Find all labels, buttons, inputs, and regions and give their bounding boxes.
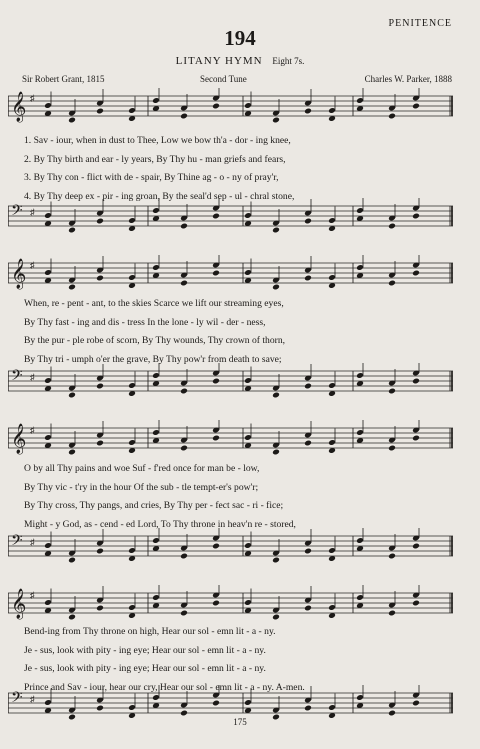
bass-clef-icon: 𝄢 [11,202,23,223]
note-head-icon [96,605,104,612]
note-head-icon [412,543,420,550]
treble-staff [8,420,453,460]
note-head-icon [272,392,280,399]
lyrics-block [24,460,444,534]
note-head-icon [272,614,280,621]
sharp-icon: ♯ [30,590,35,600]
bass-staff-lines [8,363,453,403]
treble-staff [8,88,453,128]
note-head-icon [412,103,420,110]
treble-staff-lines [8,88,453,128]
note-head-icon [388,113,396,120]
treble-clef-icon: 𝄞 [11,589,27,619]
note-head-icon [68,614,76,621]
lyric-line: By Thy tri - umph o'er the grave, By Thy pow'r from death to save; [24,353,282,365]
lyric-line: 2. By Thy birth and ear - ly years, By Thy hu - man griefs and fears, [24,153,286,165]
note-head-icon [304,548,312,555]
note-head-icon [68,557,76,564]
note-head-icon [180,445,188,452]
lyric-line: O by all Thy pains and woe Suf - f'red once for man be - low, [24,463,260,474]
note-head-icon [96,275,104,282]
note-head-icon [212,213,220,220]
note-head-icon [212,378,220,385]
note-head-icon [412,435,420,442]
note-head-icon [212,103,220,110]
note-head-icon [412,378,420,385]
treble-staff-lines [8,255,453,295]
sharp-icon: ♯ [30,207,35,217]
hymn-number: 194 [224,26,256,50]
treble-staff-lines [8,420,453,460]
note-head-icon [272,557,280,564]
note-head-icon [412,270,420,277]
note-head-icon [96,440,104,447]
note-head-icon [272,117,280,124]
section-heading: PENITENCE [388,18,452,29]
bass-staff [8,363,453,403]
note-head-icon [304,383,312,390]
hymn-title-line [0,55,480,67]
lyric-line: Prince and Sav - iour, hear our cry, Hear our sol - emn lit - a - ny. A-men. [24,681,305,693]
sharp-icon: ♯ [30,425,35,435]
lyric-line: By the pur - ple robe of scorn, By Thy wounds, Thy crown of thorn, [24,335,286,346]
composer-credit: Charles W. Parker, 1888 [364,74,452,84]
lyric-line: Bend-ing from Thy throne on high, Hear our sol - emn lit - a - ny. [24,626,276,637]
lyric-line: When, re - pent - ant, to the skies Scarce we lift our streaming eyes, [24,298,284,309]
lyric-line: 1. Sav - iour, when in dust to Thee, Low we bow th'a - dor - ing knee, [24,135,291,146]
note-head-icon [180,553,188,560]
note-head-icon [412,700,420,707]
note-head-icon [212,270,220,277]
lyric-line: By Thy vic - t'ry in the hour Of the sub - tle tempt-er's pow'r; [24,481,259,493]
note-head-icon [272,449,280,456]
note-head-icon [68,392,76,399]
note-head-icon [180,710,188,717]
note-head-icon [304,605,312,612]
note-head-icon [212,700,220,707]
note-head-icon [272,227,280,234]
note-head-icon [388,280,396,287]
note-head-icon [180,113,188,120]
treble-staff-lines [8,585,453,625]
note-head-icon [304,705,312,712]
sharp-icon: ♯ [30,694,35,704]
note-head-icon [388,223,396,230]
bass-clef-icon: 𝄢 [11,367,23,388]
bass-clef-icon: 𝄢 [11,532,23,553]
lyric-line: By Thy cross, Thy pangs, and cries, By Thy per - fect sac - ri - fice; [24,500,284,511]
note-head-icon [388,388,396,395]
note-head-icon [180,388,188,395]
lyrics-block [24,295,444,369]
note-head-icon [388,610,396,617]
treble-clef-icon: 𝄞 [11,259,27,289]
note-head-icon [96,548,104,555]
hymn-title: LITANY HYMN [175,55,263,67]
lyric-line: 4. By Thy deep ex - pir - ing groan, By the seal'd sep - ul - chral stone, [24,190,295,202]
note-head-icon [180,223,188,230]
bass-staff-lines [8,528,453,568]
lyric-line: 3. By Thy con - flict with de - spair, By Thine ag - o - ny of pray'r, [24,172,279,183]
bass-staff [8,198,453,238]
sharp-icon: ♯ [30,93,35,103]
note-head-icon [412,600,420,607]
note-head-icon [272,284,280,291]
note-head-icon [180,280,188,287]
note-head-icon [68,117,76,124]
note-head-icon [304,108,312,115]
sharp-icon: ♯ [30,260,35,270]
note-head-icon [388,553,396,560]
lyric-line: Je - sus, look with pity - ing eye; Hear our sol - emn lit - a - ny. [24,663,266,674]
note-head-icon [96,108,104,115]
note-head-icon [304,218,312,225]
note-head-icon [304,275,312,282]
note-head-icon [180,610,188,617]
hymn-meter: Eight 7s. [272,56,305,66]
tune-note: Second Tune [200,74,247,84]
lyric-line: Je - sus, look with pity - ing eye; Hear our sol - emn lit - a - ny. [24,644,266,656]
bass-staff-lines [8,198,453,238]
note-head-icon [388,445,396,452]
note-head-icon [304,440,312,447]
note-head-icon [212,435,220,442]
lyrics-block [24,132,444,206]
lyric-line: By Thy fast - ing and dis - tress In the lone - ly wil - der - ness, [24,316,266,328]
note-head-icon [212,600,220,607]
bass-staff [8,528,453,568]
note-head-icon [96,383,104,390]
note-head-icon [212,543,220,550]
note-head-icon [412,213,420,220]
sharp-icon: ♯ [30,537,35,547]
page-number: 175 [233,717,247,727]
note-head-icon [68,227,76,234]
note-head-icon [96,705,104,712]
note-head-icon [68,284,76,291]
sharp-icon: ♯ [30,372,35,382]
note-head-icon [96,218,104,225]
bass-clef-icon: 𝄢 [11,689,23,710]
treble-clef-icon: 𝄞 [11,424,27,454]
treble-staff [8,255,453,295]
treble-clef-icon: 𝄞 [11,92,27,122]
lyric-line: Might - y God, as - cend - ed Lord, To Thy throne in heav'n re - stored, [24,518,296,530]
note-head-icon [388,710,396,717]
author-credit: Sir Robert Grant, 1815 [22,74,105,84]
treble-staff [8,585,453,625]
note-head-icon [68,449,76,456]
